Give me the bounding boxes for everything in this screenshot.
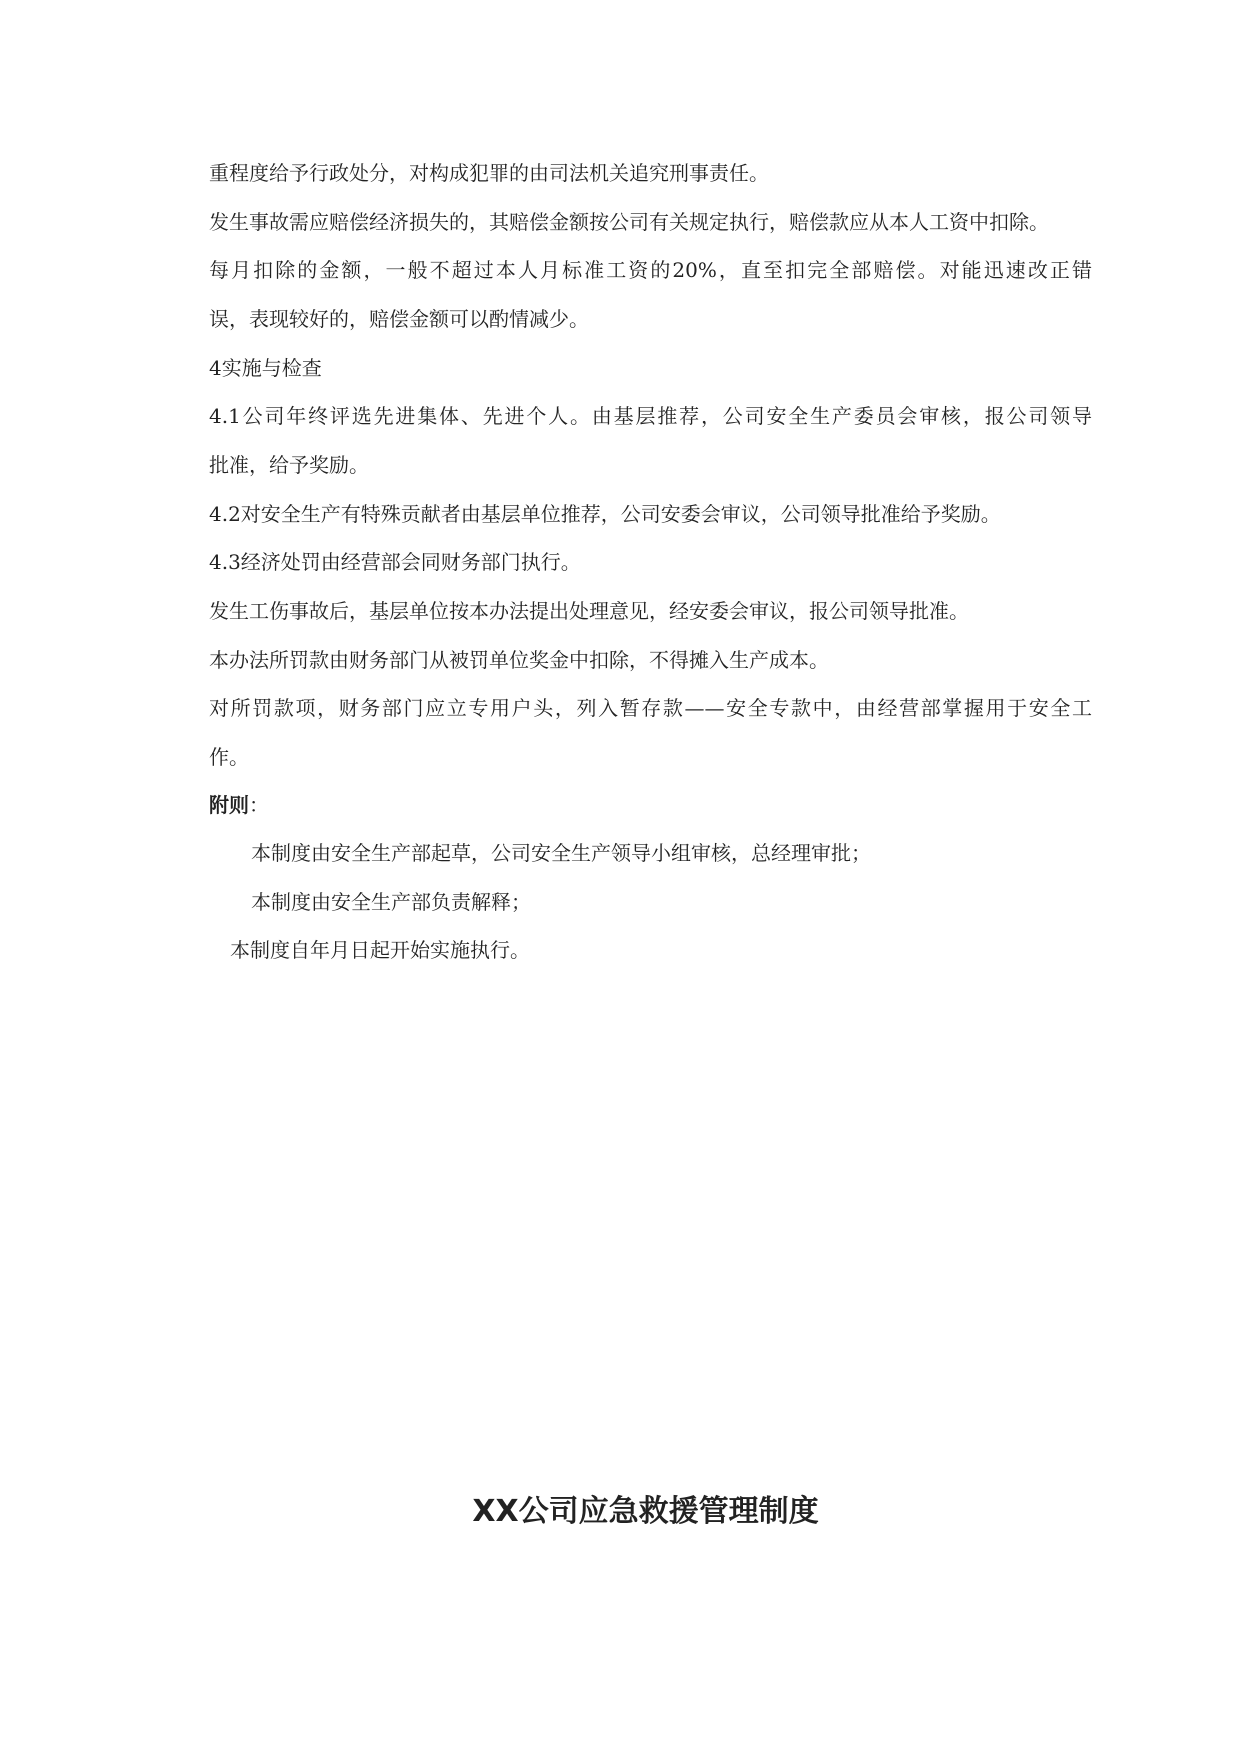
paragraph-line: 4.2对安全生产有特殊贡献者由基层单位推荐，公司安委会审议，公司领导批准给予奖励。 — [209, 502, 1001, 526]
paragraph-line: 本办法所罚款由财务部门从被罚单位奖金中扣除，不得摊入生产成本。 — [209, 648, 829, 672]
appendix-item: 本制度由安全生产部负责解释； — [251, 890, 531, 914]
paragraph-line: 作。 — [209, 745, 249, 769]
appendix-item: 本制度自年月日起开始实施执行。 — [230, 938, 530, 962]
paragraph-line: 每月扣除的金额，一般不超过本人月标准工资的20%，直至扣完全部赔偿。对能迅速改正错 — [209, 258, 1092, 282]
appendix-item: 本制度由安全生产部起草，公司安全生产领导小组审核，总经理审批； — [251, 841, 871, 865]
paragraph-line: 误，表现较好的，赔偿金额可以酌情减少。 — [209, 307, 589, 331]
appendix-heading — [209, 792, 269, 818]
paragraph-line: 发生工伤事故后，基层单位按本办法提出处理意见，经安委会审议，报公司领导批准。 — [209, 599, 969, 623]
paragraph-line: 批准，给予奖励。 — [209, 453, 369, 477]
appendix-heading-text: 附则 — [209, 793, 249, 817]
paragraph-line: 发生事故需应赔偿经济损失的，其赔偿金额按公司有关规定执行，赔偿款应从本人工资中扣除。 — [209, 210, 1049, 234]
paragraph-line: 对所罚款项，财务部门应立专用户头，列入暂存款——安全专款中，由经营部掌握用于安全工 — [209, 696, 1092, 720]
next-document-title: XX公司应急救援管理制度 — [472, 1494, 819, 1529]
paragraph-line: 4.3经济处罚由经营部会同财务部门执行。 — [209, 550, 581, 574]
paragraph-line: 4.1公司年终评选先进集体、先进个人。由基层推荐，公司安全生产委员会审核，报公司领导 — [209, 404, 1092, 428]
paragraph-line: 重程度给予行政处分，对构成犯罪的由司法机关追究刑事责任。 — [209, 161, 769, 185]
section-heading: 4实施与检查 — [209, 356, 322, 380]
appendix-heading-colon: ： — [249, 793, 269, 817]
